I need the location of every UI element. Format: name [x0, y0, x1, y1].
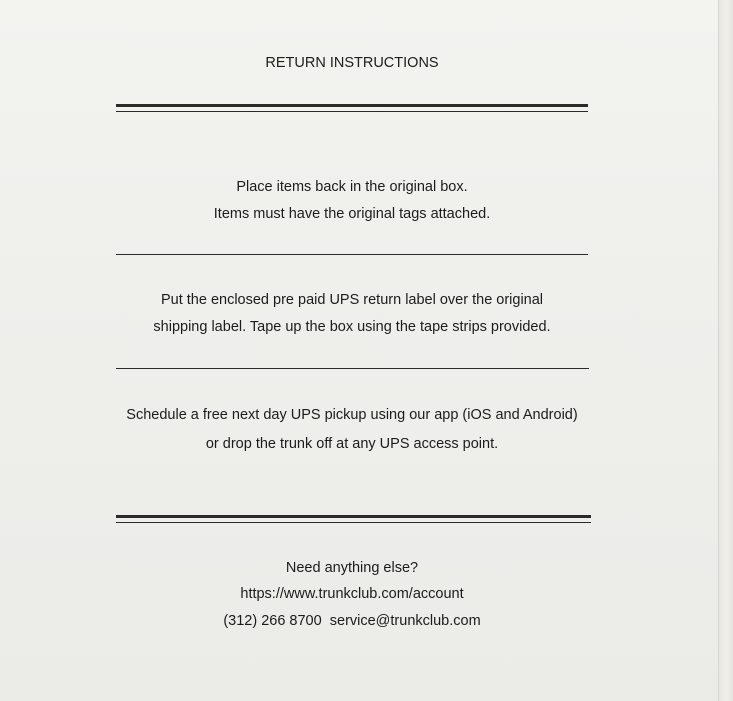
- step1-line2: Items must have the original tags attached.: [213, 206, 491, 222]
- contact-heading: Need anything else?: [285, 560, 419, 576]
- bottom-double-rule-thin: [116, 522, 591, 523]
- top-double-rule-thin: [116, 111, 588, 112]
- divider-rule-1: [116, 254, 588, 255]
- contact-email: service@trunkclub.com: [329, 613, 481, 629]
- contact-phone: (312) 266 8700: [223, 613, 322, 629]
- step2-line2: shipping label. Tape up the box using the tape strips provided.: [153, 319, 551, 335]
- contact-line: [70, 614, 634, 629]
- step1-line1: Place items back in the original box.: [236, 179, 468, 195]
- paper-edge: [718, 0, 733, 701]
- top-double-rule-thick: [116, 104, 588, 107]
- contact-url: https://www.trunkclub.com/account: [240, 586, 464, 602]
- bottom-double-rule-thick: [116, 515, 591, 518]
- step3-line1: Schedule a free next day UPS pickup using our app (iOS and Android): [126, 407, 578, 423]
- step3-line2: or drop the trunk off at any UPS access point.: [205, 436, 499, 452]
- page-title: RETURN INSTRUCTIONS: [265, 55, 439, 71]
- step2-line1: Put the enclosed pre paid UPS return label over the original: [160, 292, 544, 308]
- divider-rule-2: [116, 368, 589, 369]
